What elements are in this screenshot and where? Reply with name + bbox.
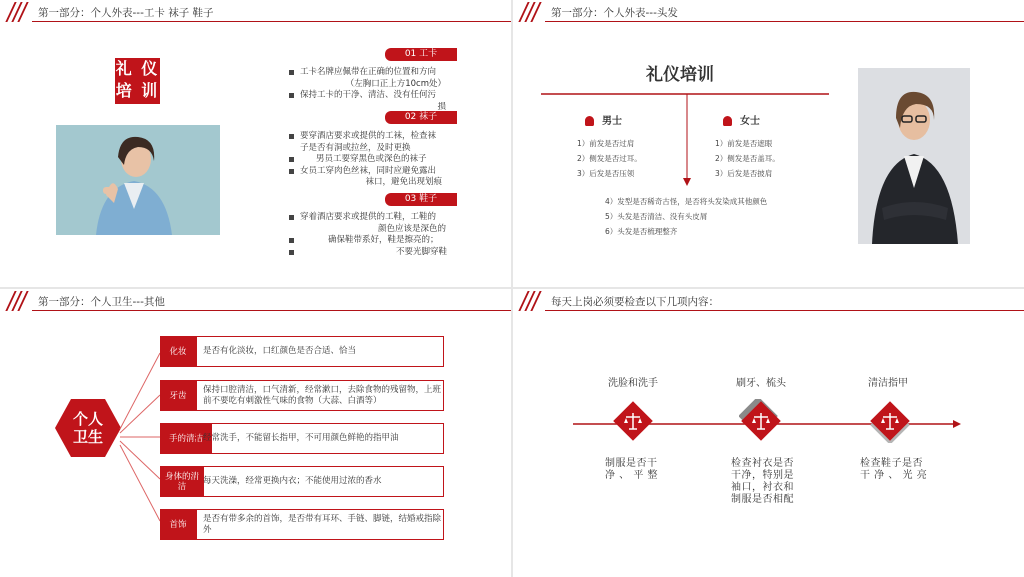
list-item: 3）后发是否压领 <box>577 169 635 178</box>
slide-title: 第一部分：个人卫生---其他 <box>38 296 165 308</box>
row-label: 首饰 <box>160 509 196 540</box>
desc-line: 制服是否相配 <box>731 494 794 505</box>
slide-main-title: 礼仪培训 <box>646 65 714 85</box>
step-2-marker <box>739 399 783 443</box>
slide-title: 第一部分：个人外表---头发 <box>551 7 678 19</box>
desc-line: 干 净 、 光 亮 <box>860 470 928 481</box>
female-label: 女士 <box>740 116 760 127</box>
step-3-marker <box>868 399 912 443</box>
row-label: 手的清洁 <box>160 423 212 454</box>
tag-work-badge: 01 工卡 <box>385 48 457 61</box>
row-text: 保持口腔清洁，口气清新，经常漱口，去除食物的残留物，上班前不要吃有刺激性气味的食物（大蒜、白酒等） <box>196 380 444 411</box>
slide-hygiene[interactable] <box>0 289 511 577</box>
list-item: 损 <box>437 101 446 110</box>
desc-line: 检查鞋子是否 <box>860 458 923 469</box>
header-divider <box>32 21 511 22</box>
shoes-text <box>288 212 458 258</box>
hexagon-line-2: 卫生 <box>72 428 103 446</box>
slide-title: 第一部分：个人外表---工卡 袜子 鞋子 <box>38 7 214 19</box>
row-label: 化妆 <box>160 336 196 367</box>
step-1-desc <box>605 458 658 482</box>
list-item: 6）头发是否梳理整齐 <box>605 227 678 236</box>
list-item: 1）前发是否遮眼 <box>715 139 773 148</box>
desc-line: 干净，特别是 <box>731 470 794 481</box>
scale-icon <box>739 399 783 443</box>
list-item: 2）侧发是否盖耳。 <box>715 154 780 163</box>
list-item: 2）侧发是否过耳。 <box>577 154 642 163</box>
hexagon-line-1: 个人 <box>72 410 103 428</box>
list-item: 女员工穿肉色丝袜，同时应避免露出 <box>288 166 458 178</box>
step-2-desc <box>731 458 794 506</box>
list-item: 1）前发是否过肩 <box>577 139 635 148</box>
header-slashes-decoration <box>6 291 30 311</box>
badge-line-1: 礼 仪 <box>115 59 160 78</box>
list-item: 子是否有洞或拉丝，及时更换 <box>300 142 411 153</box>
step-3-desc <box>860 458 927 482</box>
slide-header <box>513 289 1024 313</box>
step-1-marker <box>611 399 655 443</box>
hygiene-row-teeth <box>160 380 444 411</box>
row-text: 每天洗澡，经常更换内衣；不能使用过浓的香水 <box>196 466 444 497</box>
desc-line: 检查衬衣是否 <box>731 458 794 469</box>
list-item: 保持工卡的干净、清洁、没有任何污 <box>288 90 458 102</box>
male-person-icon <box>585 116 594 126</box>
hexagon-connectors <box>118 349 162 529</box>
header-divider <box>545 310 1024 311</box>
list-item: 工卡名牌应佩带在正确的位置和方向 <box>288 67 458 79</box>
list-item: （左胸口正上方10cm处） <box>345 78 446 89</box>
header-slashes-decoration <box>519 291 543 311</box>
businesswoman-photo <box>858 68 970 244</box>
list-item: 确保鞋带系好，鞋是擦亮的； <box>288 235 458 247</box>
header-divider <box>32 310 511 311</box>
list-item: 3）后发是否披肩 <box>715 169 773 178</box>
etiquette-badge <box>115 58 160 104</box>
list-item: 穿着酒店要求或提供的工鞋，工鞋的 <box>288 212 458 224</box>
tag-shoes: 03 鞋子 <box>385 193 457 206</box>
list-item: 袜口，避免出现划痕 <box>365 177 442 187</box>
row-label: 身体的清洁 <box>160 466 204 497</box>
header-slashes-decoration <box>6 2 30 22</box>
step-3-title: 清洁指甲 <box>868 378 908 389</box>
header-divider <box>545 21 1024 22</box>
list-item: 颜色应该是深色的 <box>377 223 446 234</box>
common-hair-list <box>605 194 767 239</box>
list-item: 要穿酒店要求或提供的工袜，检查袜 <box>288 131 458 143</box>
hygiene-row-makeup <box>160 336 444 367</box>
slide-daily-check[interactable] <box>513 289 1024 577</box>
female-heading <box>723 112 760 127</box>
slide-header <box>513 0 1024 24</box>
male-label: 男士 <box>602 116 622 127</box>
slide-hair[interactable] <box>513 0 1024 287</box>
row-text: 是否有带多余的首饰，是否带有耳环、手链、脚链，结婚戒指除外 <box>196 509 444 540</box>
row-label: 牙齿 <box>160 380 196 411</box>
tag-socks: 02 袜子 <box>385 111 457 124</box>
desc-line: 制服是否干 <box>605 458 658 469</box>
hygiene-row-jewelry <box>160 509 444 540</box>
slide-uniform-items[interactable] <box>0 0 511 287</box>
hexagon-label <box>55 410 121 446</box>
socks-text <box>288 131 458 189</box>
badge-line-2: 培 训 <box>115 81 160 100</box>
scale-icon <box>868 399 912 443</box>
hygiene-row-body <box>160 466 444 497</box>
list-item: 男员工要穿黑色或深色的袜子 <box>288 154 458 166</box>
slide-header <box>0 0 511 24</box>
woman-illustration <box>56 125 220 235</box>
row-text: 是否有化淡妆，口红颜色是否合适、恰当 <box>196 336 444 367</box>
scale-icon <box>611 399 655 443</box>
step-1-title: 洗脸和洗手 <box>608 378 658 389</box>
list-item: 不要光脚穿鞋 <box>288 247 458 259</box>
hygiene-row-hands <box>160 423 444 454</box>
female-hair-list <box>715 136 780 181</box>
work-badge-text <box>288 67 458 110</box>
male-hair-list <box>577 136 642 181</box>
woman-photo <box>56 125 220 235</box>
female-person-icon <box>723 116 732 126</box>
male-heading <box>585 112 622 127</box>
list-item: 4）发型是否稀奇古怪，是否将头发染成其他颜色 <box>605 197 768 206</box>
header-slashes-decoration <box>519 2 543 22</box>
slide-title: 每天上岗必须要检查以下几项内容： <box>551 296 719 308</box>
slide-header <box>0 289 511 313</box>
list-item: 5）头发是否清洁、没有头皮屑 <box>605 212 708 221</box>
step-2-title: 刷牙、梳头 <box>736 378 786 389</box>
businesswoman-illustration <box>858 68 970 244</box>
desc-line: 净 、 平 整 <box>605 470 659 481</box>
desc-line: 袖口，衬衣和 <box>731 482 794 493</box>
row-text: 经常洗手，不能留长指甲，不可用颜色鲜艳的指甲油 <box>196 423 444 454</box>
hygiene-hexagon <box>55 399 121 457</box>
